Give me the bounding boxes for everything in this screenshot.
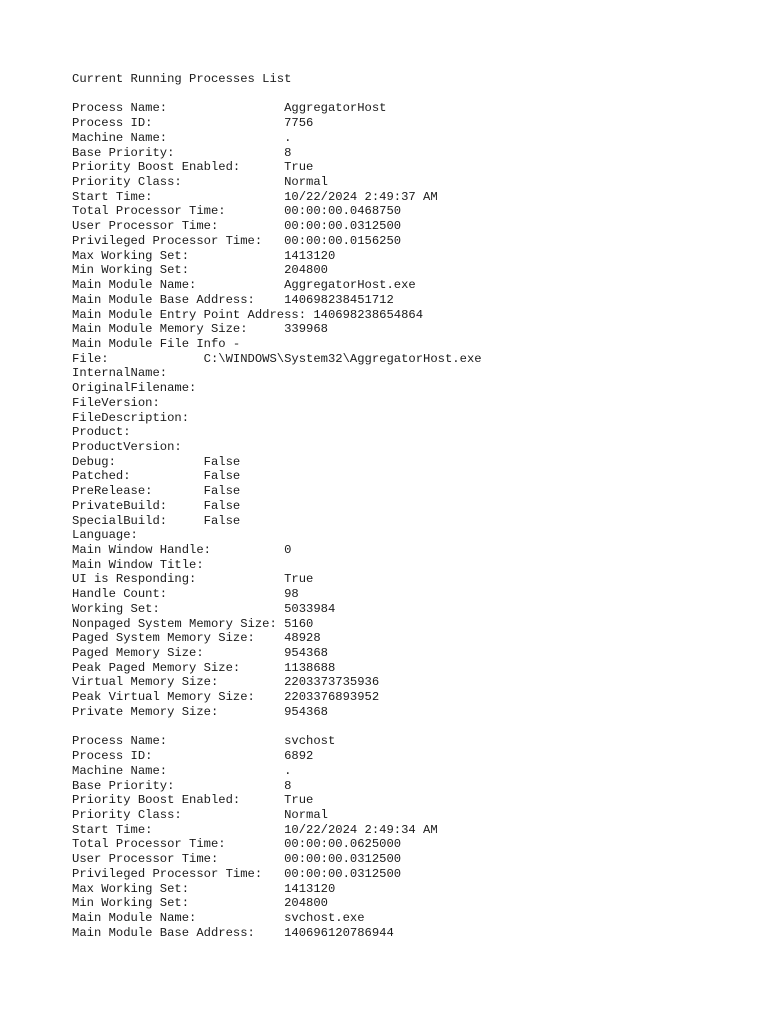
text-line: FileDescription: — [72, 410, 190, 425]
text-line: Peak Virtual Memory Size: 2203376893952 — [72, 690, 380, 705]
text-line: Patched: False — [72, 469, 241, 484]
text-line: Process ID: 6892 — [72, 749, 314, 764]
text-line: User Processor Time: 00:00:00.0312500 — [72, 219, 402, 234]
document-page — [72, 72, 752, 940]
blank-line — [72, 87, 752, 102]
text-line: ProductVersion: — [72, 439, 182, 454]
text-line: Main Module Memory Size: 339968 — [72, 322, 328, 337]
text-line: Start Time: 10/22/2024 2:49:37 AM — [72, 189, 438, 204]
text-line: Base Priority: 8 — [72, 145, 292, 160]
blank-line — [72, 720, 752, 735]
text-line: Main Module Name: svchost.exe — [72, 910, 365, 925]
text-line: Peak Paged Memory Size: 1138688 — [72, 660, 336, 675]
text-line: FileVersion: — [72, 395, 160, 410]
text-line: Total Processor Time: 00:00:00.0625000 — [72, 837, 402, 852]
text-line: PrivateBuild: False — [72, 498, 241, 513]
text-line: Total Processor Time: 00:00:00.0468750 — [72, 204, 402, 219]
text-line: Priority Boost Enabled: True — [72, 160, 314, 175]
text-line: Handle Count: 98 — [72, 587, 299, 602]
text-line: Main Window Handle: 0 — [72, 543, 292, 557]
process-listing — [72, 87, 752, 941]
text-line: Debug: False — [72, 454, 241, 469]
text-line: UI is Responding: True — [72, 572, 314, 587]
text-line: PreRelease: False — [72, 484, 241, 499]
text-line: Priority Class: Normal — [72, 807, 328, 822]
text-line: Main Window Title: — [72, 557, 204, 572]
text-line: Max Working Set: 1413120 — [72, 881, 336, 896]
text-line: Nonpaged System Memory Size: 5160 — [72, 616, 314, 631]
document-title: Current Running Processes List — [72, 72, 292, 86]
text-line: Product: — [72, 425, 131, 440]
text-line: Privileged Processor Time: 00:00:00.0312500 — [72, 866, 402, 881]
text-line: File: C:\WINDOWS\System32\AggregatorHost.exe — [72, 351, 482, 366]
text-line: Main Module Entry Point Address: 140698238654864 — [72, 307, 424, 322]
text-line: Virtual Memory Size: 2203373735936 — [72, 675, 380, 690]
text-line: Start Time: 10/22/2024 2:49:34 AM — [72, 822, 438, 837]
text-line: Priority Boost Enabled: True — [72, 793, 314, 808]
text-line: Main Module Base Address: 140696120786944 — [72, 925, 394, 940]
text-line: Machine Name: . — [72, 763, 292, 778]
text-line: Machine Name: . — [72, 130, 292, 145]
text-line: Private Memory Size: 954368 — [72, 704, 328, 719]
text-line: Min Working Set: 204800 — [72, 263, 328, 278]
text-line: Process Name: svchost — [72, 734, 336, 749]
text-line: Language: — [72, 528, 138, 543]
text-line: Main Module File Info - — [72, 336, 241, 351]
text-line: InternalName: — [72, 366, 168, 381]
text-line: Paged Memory Size: 954368 — [72, 646, 328, 661]
text-line: Privileged Processor Time: 00:00:00.0156250 — [72, 233, 402, 248]
text-line: Process ID: 7756 — [72, 116, 314, 131]
text-line: Main Module Base Address: 140698238451712 — [72, 292, 394, 307]
text-line: Paged System Memory Size: 48928 — [72, 631, 321, 646]
text-line: Max Working Set: 1413120 — [72, 248, 336, 263]
text-line: Process Name: AggregatorHost — [72, 101, 387, 116]
text-line: Min Working Set: 204800 — [72, 896, 328, 911]
text-line: Base Priority: 8 — [72, 778, 292, 793]
text-line: Main Module Name: AggregatorHost.exe — [72, 278, 416, 293]
text-line: User Processor Time: 00:00:00.0312500 — [72, 852, 402, 867]
text-line: SpecialBuild: False — [72, 513, 241, 528]
text-line: Working Set: 5033984 — [72, 601, 336, 616]
text-line: Priority Class: Normal — [72, 175, 328, 190]
text-line: OriginalFilename: — [72, 381, 197, 396]
